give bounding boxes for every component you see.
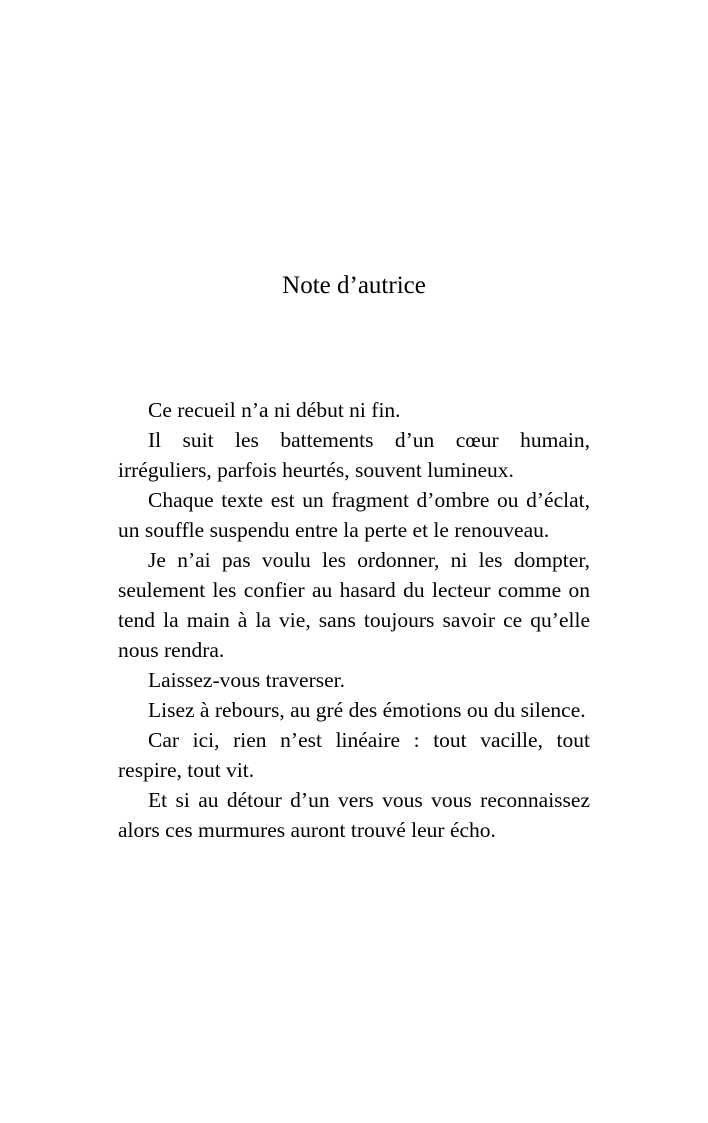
paragraph-2: Il suit les battements d’un cœur humain, irréguliers, parfois heurtés, souvent lumineux.: [118, 428, 590, 482]
paragraph-6: Lisez à rebours, au gré des émotions ou du silence.: [148, 698, 586, 722]
paragraph-3: Chaque texte est un fragment d’ombre ou d’éclat, un souffle suspendu entre la perte et le renouveau.: [118, 488, 590, 542]
paragraph-8: Et si au détour d’un vers vous vous reconnaissez alors ces murmures auront trouvé leur écho.: [118, 788, 590, 842]
page-title: Note d’autrice: [282, 272, 426, 299]
paragraph-5: Laissez-vous traverser.: [148, 668, 346, 692]
note-body: [118, 395, 590, 845]
paragraph-4: Je n’ai pas voulu les ordonner, ni les dompter, seulement les confier au hasard du lecteur comme on tend la main à la vie, sans toujours savoir ce qu’elle nous rendra.: [118, 548, 590, 662]
paragraph-7: Car ici, rien n’est linéaire : tout vacille, tout respire, tout vit.: [118, 728, 590, 782]
paragraph-1: Ce recueil n’a ni début ni fin.: [148, 398, 401, 422]
